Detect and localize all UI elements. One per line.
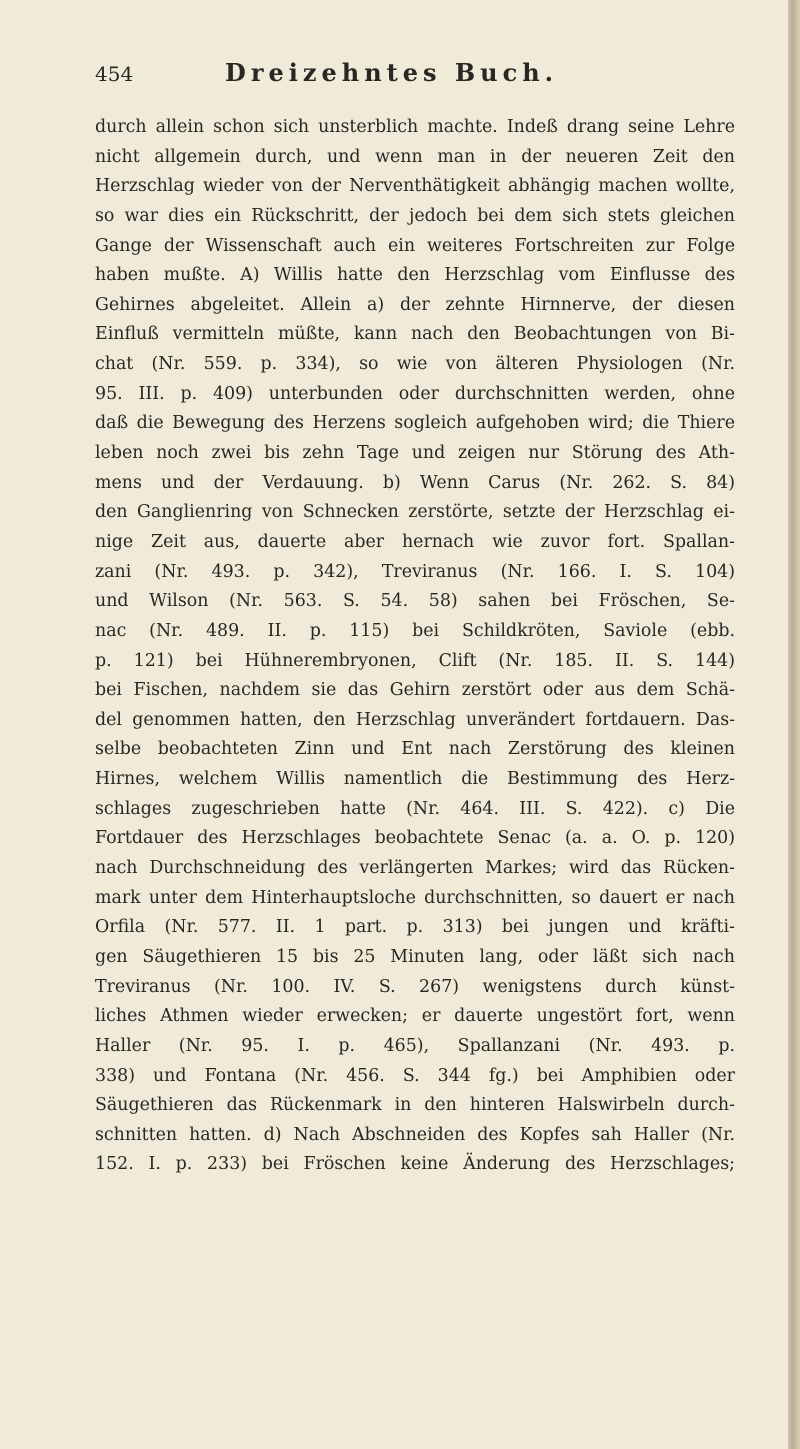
running-title: Dreizehntes Buch. (225, 58, 559, 87)
text-line: Herzschlag wieder von der Nerventhätigkeit abhängig machen wollte, (95, 176, 735, 197)
text-line: schlages zugeschrieben hatte (Nr. 464. III. S. 422). c) Die (95, 798, 735, 819)
text-line: haben mußte. A) Willis hatte den Herzschlag vom Einflusse des (95, 265, 735, 286)
text-line: mark unter dem Hinterhauptsloche durchschnitten, so dauert er nach (95, 887, 735, 908)
text-line: Einfluß vermitteln müßte, kann nach den Beobachtungen von Bi- (95, 324, 735, 345)
text-line: liches Athmen wieder erwecken; er dauerte ungestört fort, wenn (95, 1006, 735, 1027)
text-line: durch allein schon sich unsterblich machte. Indeß drang seine Lehre (95, 117, 735, 137)
text-line: nach Durchschneidung des verlängerten Markes; wird das Rücken- (95, 858, 735, 879)
text-line: Haller (Nr. 95. I. p. 465), Spallanzani (Nr. 493. p. (95, 1035, 735, 1056)
text-line: 338) und Fontana (Nr. 456. S. 344 fg.) bei Amphibien oder (95, 1065, 735, 1086)
page-number: 454 (95, 62, 134, 86)
text-line: und Wilson (Nr. 563. S. 54. 58) sahen bei Fröschen, Se- (95, 591, 735, 612)
text-line: 95. III. p. 409) unterbunden oder durchschnitten werden, ohne (95, 383, 735, 404)
text-line: Orfila (Nr. 577. II. 1 part. p. 313) bei jungen und kräfti- (95, 917, 735, 938)
text-line: nac (Nr. 489. II. p. 115) bei Schildkröten, Saviole (ebb. (95, 620, 735, 641)
text-line: nige Zeit aus, dauerte aber hernach wie zuvor fort. Spallan- (95, 531, 735, 552)
text-line: Gange der Wissenschaft auch ein weiteres Fortschreiten zur Folge (95, 235, 735, 256)
page-header (95, 58, 725, 98)
text-line: nicht allgemein durch, und wenn man in der neueren Zeit den (95, 146, 735, 167)
body-text (95, 113, 735, 1180)
text-line: schnitten hatten. d) Nach Abschneiden des Kopfes sah Haller (Nr. (95, 1124, 735, 1145)
text-line: gen Säugethieren 15 bis 25 Minuten lang, oder läßt sich nach (95, 946, 735, 967)
page-edge (788, 0, 800, 1449)
text-line: Treviranus (Nr. 100. IV. S. 267) wenigstens durch künst- (95, 976, 735, 997)
text-line: 152. I. p. 233) bei Fröschen keine Änderung des Herzschlages; (95, 1154, 735, 1175)
text-line: Hirnes, welchem Willis namentlich die Bestimmung des Herz- (95, 769, 735, 790)
text-line: so war dies ein Rückschritt, der jedoch bei dem sich stets gleichen (95, 205, 735, 226)
text-line: Säugethieren das Rückenmark in den hinteren Halswirbeln durch- (95, 1095, 735, 1116)
text-line: mens und der Verdauung. b) Wenn Carus (Nr. 262. S. 84) (95, 472, 735, 493)
text-line: leben noch zwei bis zehn Tage und zeigen nur Störung des Ath- (95, 443, 735, 464)
text-line: p. 121) bei Hühnerembryonen, Clift (Nr. 185. II. S. 144) (95, 650, 735, 671)
text-line: Fortdauer des Herzschlages beobachtete Senac (a. a. O. p. 120) (95, 828, 735, 849)
text-line: selbe beobachteten Zinn und Ent nach Zerstörung des kleinen (95, 739, 735, 760)
text-line: daß die Bewegung des Herzens sogleich aufgehoben wird; die Thiere (95, 413, 735, 434)
text-line: chat (Nr. 559. p. 334), so wie von älteren Physiologen (Nr. (95, 354, 735, 375)
text-line: zani (Nr. 493. p. 342), Treviranus (Nr. 166. I. S. 104) (95, 561, 735, 582)
text-line: del genommen hatten, den Herzschlag unverändert fortdauern. Das- (95, 709, 735, 730)
text-line: bei Fischen, nachdem sie das Gehirn zerstört oder aus dem Schä- (95, 680, 735, 701)
text-line: Gehirnes abgeleitet. Allein a) der zehnte Hirnnerve, der diesen (95, 294, 735, 315)
text-line: den Ganglienring von Schnecken zerstörte, setzte der Herzschlag ei- (95, 502, 735, 523)
